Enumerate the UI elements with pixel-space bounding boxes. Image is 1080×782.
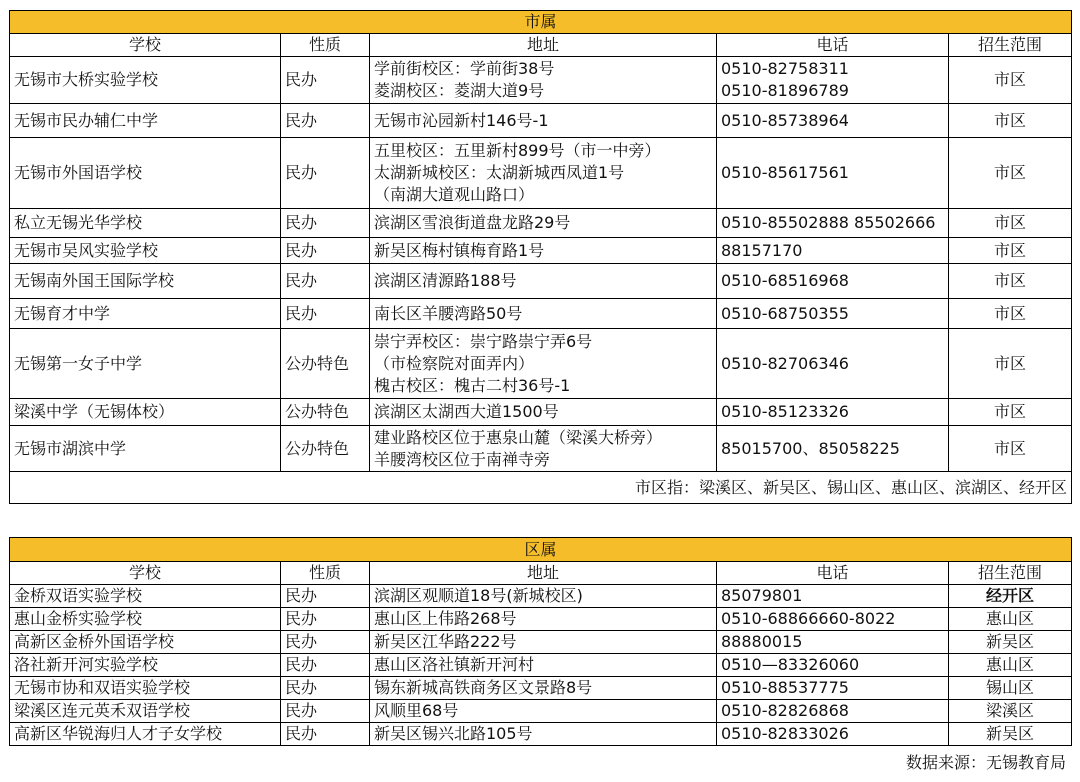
school-address	[370, 264, 717, 299]
enrollment-scope: 市区	[949, 209, 1072, 238]
school-address	[370, 138, 717, 209]
school-address	[370, 104, 717, 138]
school-type: 民办	[281, 138, 370, 209]
school-name: 金桥双语实验学校	[10, 585, 281, 608]
school-name: 惠山金桥实验学校	[10, 608, 281, 631]
school-phone	[717, 138, 949, 209]
school-type: 民办	[281, 585, 370, 608]
school-address: 锡东新城高铁商务区文景路8号	[370, 677, 717, 700]
table-row	[10, 138, 1072, 209]
enrollment-scope: 市区	[949, 329, 1072, 399]
school-name: 高新区华锐海归人才子女学校	[10, 723, 281, 746]
school-name: 洛社新开河实验学校	[10, 654, 281, 677]
school-name: 梁溪区连元英禾双语学校	[10, 700, 281, 723]
school-name: 高新区金桥外国语学校	[10, 631, 281, 654]
school-address: 新吴区锡兴北路105号	[370, 723, 717, 746]
school-phone	[717, 329, 949, 399]
header-phone: 电话	[717, 34, 949, 57]
table-row	[10, 329, 1072, 399]
table-row	[10, 426, 1072, 472]
phone-line: 0510-85123326	[721, 402, 849, 421]
table-row	[10, 677, 1072, 700]
school-phone: 0510-68866660-8022	[717, 608, 949, 631]
address-line: 五里校区：五里新村899号（市一中旁）	[374, 141, 661, 160]
school-phone	[717, 426, 949, 472]
school-type: 公办特色	[281, 329, 370, 399]
table-row	[10, 608, 1072, 631]
school-phone	[717, 238, 949, 264]
school-type: 民办	[281, 209, 370, 238]
school-phone	[717, 299, 949, 329]
enrollment-scope: 锡山区	[949, 677, 1072, 700]
table-row	[10, 631, 1072, 654]
school-phone	[717, 57, 949, 104]
phone-line: 0510-82758311	[721, 59, 849, 78]
address-line: 新吴区梅村镇梅育路1号	[374, 240, 545, 260]
school-type: 民办	[281, 264, 370, 299]
enrollment-scope: 经开区	[949, 585, 1072, 608]
table-row	[10, 299, 1072, 329]
city-section-title: 市属	[10, 11, 1072, 34]
address-line: （南湖大道观山路口）	[374, 185, 535, 204]
table-row	[10, 264, 1072, 299]
school-type: 民办	[281, 57, 370, 104]
school-phone: 85079801	[717, 585, 949, 608]
city-schools-table	[9, 10, 1072, 504]
city-area-note: 市区指：梁溪区、新吴区、锡山区、惠山区、滨湖区、经开区	[10, 472, 1072, 504]
school-name: 无锡市外国语学校	[10, 138, 281, 209]
school-address: 惠山区洛社镇新开河村	[370, 654, 717, 677]
phone-line: 88157170	[721, 240, 803, 260]
school-name: 无锡市大桥实验学校	[10, 57, 281, 104]
phone-line: 0510-68750355	[721, 303, 849, 323]
school-name: 无锡市民办辅仁中学	[10, 104, 281, 138]
school-phone: 0510-82833026	[717, 723, 949, 746]
address-line: 羊腰湾校区位于南禅寺旁	[374, 449, 551, 469]
phone-line: 0510-85502888 85502666	[721, 213, 936, 232]
school-phone	[717, 104, 949, 138]
school-address	[370, 238, 717, 264]
address-line: 太湖新城校区：太湖新城西凤道1号	[374, 163, 625, 182]
data-source-note: 数据来源：无锡教育局	[905, 753, 1066, 772]
school-phone	[717, 209, 949, 238]
school-address	[370, 426, 717, 472]
school-type: 民办	[281, 238, 370, 264]
school-type: 民办	[281, 677, 370, 700]
enrollment-scope: 市区	[949, 264, 1072, 299]
school-phone: 0510-82826868	[717, 700, 949, 723]
district-schools-table	[9, 537, 1072, 746]
enrollment-scope: 新吴区	[949, 723, 1072, 746]
school-address: 惠山区上伟路268号	[370, 608, 717, 631]
school-type: 公办特色	[281, 426, 370, 472]
school-type: 民办	[281, 299, 370, 329]
school-name: 无锡市吴风实验学校	[10, 238, 281, 264]
school-phone: 0510—83326060	[717, 654, 949, 677]
school-type: 民办	[281, 608, 370, 631]
address-line: 南长区羊腰湾路50号	[374, 303, 523, 323]
table-row	[10, 654, 1072, 677]
school-phone	[717, 264, 949, 299]
district-section-title: 区属	[10, 538, 1072, 562]
phone-line: 0510-85617561	[721, 163, 849, 182]
address-line: 学前街校区：学前街38号	[374, 59, 555, 78]
enrollment-scope: 市区	[949, 426, 1072, 472]
enrollment-scope: 市区	[949, 399, 1072, 426]
address-line: 建业路校区位于惠泉山麓（梁溪大桥旁）	[374, 427, 663, 447]
school-name: 无锡市湖滨中学	[10, 426, 281, 472]
phone-line: 85015700、85058225	[721, 438, 900, 458]
enrollment-scope: 新吴区	[949, 631, 1072, 654]
address-line: 槐古校区：槐古二村36号-1	[374, 375, 571, 395]
school-type: 民办	[281, 654, 370, 677]
school-address	[370, 209, 717, 238]
school-name: 私立无锡光华学校	[10, 209, 281, 238]
header-scope: 招生范围	[949, 34, 1072, 57]
header-school: 学校	[10, 562, 281, 585]
table-row	[10, 104, 1072, 138]
school-type: 公办特色	[281, 399, 370, 426]
table-row	[10, 723, 1072, 746]
school-phone	[717, 399, 949, 426]
school-type: 民办	[281, 723, 370, 746]
school-address: 新吴区江华路222号	[370, 631, 717, 654]
phone-line: 0510-68516968	[721, 271, 849, 290]
enrollment-scope: 惠山区	[949, 654, 1072, 677]
school-type: 民办	[281, 700, 370, 723]
table-row	[10, 238, 1072, 264]
phone-line: 0510-85738964	[721, 110, 849, 130]
address-line: 崇宁弄校区：崇宁路崇宁弄6号	[374, 331, 593, 351]
table-row	[10, 399, 1072, 426]
address-line: 滨湖区太湖西大道1500号	[374, 402, 559, 421]
header-school: 学校	[10, 34, 281, 57]
school-type: 民办	[281, 104, 370, 138]
table-row	[10, 209, 1072, 238]
table-row	[10, 585, 1072, 608]
phone-line: 0510-81896789	[721, 81, 849, 100]
school-name: 无锡市协和双语实验学校	[10, 677, 281, 700]
phone-line: 0510-82706346	[721, 353, 849, 373]
header-address: 地址	[370, 34, 717, 57]
enrollment-scope: 市区	[949, 238, 1072, 264]
header-phone: 电话	[717, 562, 949, 585]
enrollment-scope: 惠山区	[949, 608, 1072, 631]
address-line: 无锡市沁园新村146号-1	[374, 110, 549, 130]
header-scope: 招生范围	[949, 562, 1072, 585]
school-name: 无锡南外国王国际学校	[10, 264, 281, 299]
enrollment-scope: 市区	[949, 299, 1072, 329]
header-address: 地址	[370, 562, 717, 585]
enrollment-scope: 梁溪区	[949, 700, 1072, 723]
school-type: 民办	[281, 631, 370, 654]
school-address	[370, 329, 717, 399]
enrollment-scope: 市区	[949, 104, 1072, 138]
address-line: 滨湖区清源路188号	[374, 271, 517, 290]
enrollment-scope: 市区	[949, 57, 1072, 104]
school-name: 无锡育才中学	[10, 299, 281, 329]
enrollment-scope: 市区	[949, 138, 1072, 209]
school-phone: 0510-88537775	[717, 677, 949, 700]
school-address: 风顺里68号	[370, 700, 717, 723]
school-name: 梁溪中学（无锡体校）	[10, 399, 281, 426]
school-address: 滨湖区观顺道18号(新城校区)	[370, 585, 717, 608]
school-address	[370, 299, 717, 329]
school-phone: 88880015	[717, 631, 949, 654]
address-line: （市检察院对面弄内）	[374, 353, 535, 373]
header-type: 性质	[281, 34, 370, 57]
table-row	[10, 700, 1072, 723]
table-row	[10, 57, 1072, 104]
school-address	[370, 399, 717, 426]
school-name: 无锡第一女子中学	[10, 329, 281, 399]
school-address	[370, 57, 717, 104]
header-type: 性质	[281, 562, 370, 585]
address-line: 菱湖校区：菱湖大道9号	[374, 81, 545, 100]
address-line: 滨湖区雪浪街道盘龙路29号	[374, 213, 571, 232]
